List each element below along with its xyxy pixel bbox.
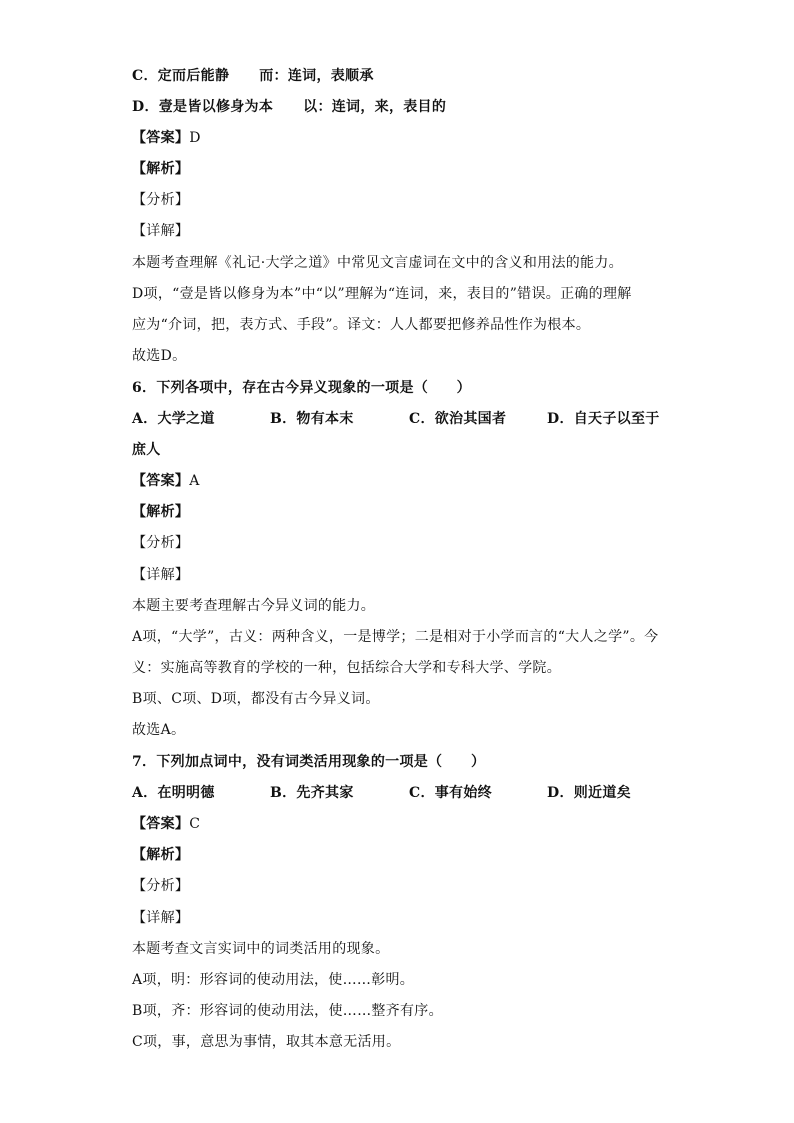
q6-explanation-line: A项，“大学”，古义：两种含义，一是博学；二是相对于小学而言的“大人之学”。今 <box>132 629 659 645</box>
q6-jiexi: 【解析】 <box>132 504 190 520</box>
answer-value: D <box>189 130 201 146</box>
q5-explanation-line: D项，“壹是皆以修身为本”中“以”理解为“连词，来，表目的”错误。正确的理解 <box>132 286 632 302</box>
q7-answer <box>132 814 200 834</box>
q6-stem: 6．下列各项中，存在古今异义现象的一项是（ ） <box>132 380 471 396</box>
answer-label: 【答案】 <box>132 473 190 489</box>
q7-option-a: A．在明明德 <box>132 785 215 801</box>
q7-xiangjie: 【详解】 <box>132 910 190 926</box>
q5-option-c-note: 而：连词，表顺承 <box>259 68 374 84</box>
answer-value: C <box>189 816 201 832</box>
q6-option-d-continued: 庶人 <box>132 442 161 458</box>
q5-xiangjie: 【详解】 <box>132 223 190 239</box>
q7-options <box>132 783 631 803</box>
q5-explanation-line: 本题考查理解《礼记·大学之道》中常见文言虚词在文中的含义和用法的能力。 <box>132 255 623 271</box>
q7-stem: 7．下列加点词中，没有词类活用现象的一项是（ ） <box>132 754 486 770</box>
q6-explanation-line: 本题主要考查理解古今异义词的能力。 <box>132 598 376 614</box>
q6-answer <box>132 471 200 491</box>
q7-jiexi: 【解析】 <box>132 847 190 863</box>
q5-option-d <box>132 97 446 117</box>
q6-fenxi: 【分析】 <box>132 535 190 551</box>
q5-fenxi: 【分析】 <box>132 192 190 208</box>
q5-conclusion: 故选D。 <box>132 348 187 364</box>
q5-option-c-text: C．定而后能静 <box>132 68 230 84</box>
q7-option-c: C．事有始终 <box>409 785 492 801</box>
q6-explanation-line: 义：实施高等教育的学校的一种，包括综合大学和专科大学、学院。 <box>132 660 561 676</box>
q6-option-c: C．欲治其国者 <box>409 411 507 427</box>
q7-explanation-line: 本题考查文言实词中的词类活用的现象。 <box>132 941 390 957</box>
q7-option-d: D．则近道矣 <box>547 785 631 801</box>
q5-option-d-text: D．壹是皆以修身为本 <box>132 99 274 115</box>
q6-conclusion: 故选A。 <box>132 722 186 738</box>
q7-explanation-line: B项，齐：形容词的使动用法，使……整齐有序。 <box>132 1003 443 1019</box>
q6-option-d: D．自天子以至于 <box>547 411 660 427</box>
answer-value: A <box>189 473 200 489</box>
q6-explanation-line: B项、C项、D项，都没有古今异义词。 <box>132 691 380 707</box>
q6-option-b: B．物有本末 <box>270 411 354 427</box>
q7-explanation-line: A项，明：形容词的使动用法，使……彰明。 <box>132 972 415 988</box>
q5-answer <box>132 128 201 148</box>
q5-explanation-line: 应为“介词，把，表方式、手段”。译文：人人都要把修养品性作为根本。 <box>132 317 591 333</box>
q5-jiexi: 【解析】 <box>132 161 190 177</box>
q6-options <box>132 409 660 429</box>
answer-label: 【答案】 <box>132 816 190 832</box>
q6-option-a: A．大学之道 <box>132 411 215 427</box>
q7-fenxi: 【分析】 <box>132 878 190 894</box>
q5-option-c <box>132 66 374 86</box>
q6-xiangjie: 【详解】 <box>132 567 190 583</box>
answer-label: 【答案】 <box>132 130 190 146</box>
q5-option-d-note: 以：连词，来，表目的 <box>303 99 447 115</box>
q7-option-b: B．先齐其家 <box>270 785 354 801</box>
q7-explanation-line: C项，事，意思为事情，取其本意无活用。 <box>132 1034 401 1050</box>
